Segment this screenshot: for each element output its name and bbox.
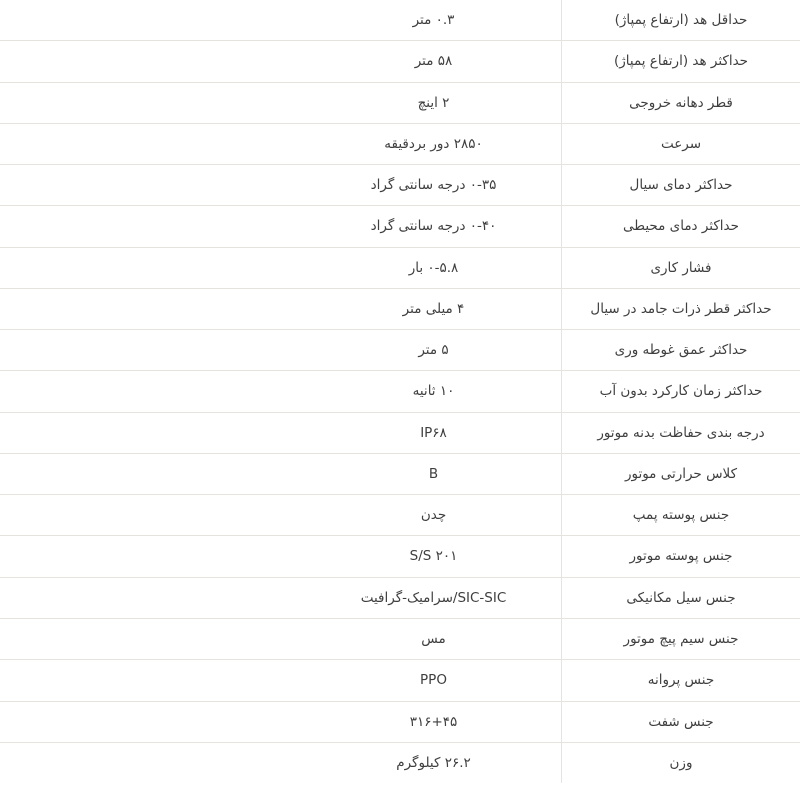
table-row (0, 701, 800, 742)
spec-label: وزن (562, 742, 800, 783)
spec-value-text: ۰-۵.۸ بار (408, 259, 459, 276)
table-row (0, 536, 800, 577)
spec-label: حداقل هد (ارتفاع پمپاژ) (562, 0, 800, 41)
table-row (0, 41, 800, 82)
spec-value (0, 618, 562, 659)
spec-value (0, 330, 562, 371)
spec-value (0, 247, 562, 288)
spec-value (0, 371, 562, 412)
spec-label: حداکثر هد (ارتفاع پمپاژ) (562, 41, 800, 82)
spec-label: قطر دهانه خروجی (562, 82, 800, 123)
table-row (0, 577, 800, 618)
spec-value (0, 453, 562, 494)
spec-value-text: SIC-SIC/سرامیک-گرافیت (360, 589, 507, 606)
spec-label: درجه بندی حفاظت بدنه موتور (562, 412, 800, 453)
spec-label: سرعت (562, 123, 800, 164)
spec-value (0, 123, 562, 164)
table-row (0, 165, 800, 206)
table-row (0, 247, 800, 288)
spec-value-text: PPO (420, 672, 447, 689)
table-row (0, 412, 800, 453)
table-row (0, 82, 800, 123)
spec-value (0, 742, 562, 783)
spec-label: حداکثر عمق غوطه وری (562, 330, 800, 371)
spec-value-text: ۰-۴۰ درجه سانتی گراد (370, 218, 497, 235)
spec-value-text: چدن (420, 507, 447, 524)
spec-label: جنس پوسته پمپ (562, 495, 800, 536)
spec-label: حداکثر زمان کارکرد بدون آب (562, 371, 800, 412)
spec-value (0, 701, 562, 742)
spec-value-text: ۰-۳۵ درجه سانتی گراد (370, 177, 497, 194)
spec-value-text: ۲۸۵۰ دور بردقیقه (384, 135, 483, 152)
spec-value (0, 206, 562, 247)
spec-value (0, 660, 562, 701)
spec-value (0, 536, 562, 577)
spec-label: جنس پروانه (562, 660, 800, 701)
spec-value-text: S/S ۲۰۱ (409, 548, 458, 565)
spec-value-text: B (428, 465, 439, 482)
spec-value-text: ۵۸ متر (414, 53, 453, 70)
spec-label: حداکثر دمای محیطی (562, 206, 800, 247)
table-row (0, 495, 800, 536)
spec-label: جنس شفت (562, 701, 800, 742)
table-row (0, 660, 800, 701)
spec-value-text: ۲۶.۲ کیلوگرم (396, 754, 471, 771)
spec-label: جنس پوسته موتور (562, 536, 800, 577)
spec-label: جنس سیم پیچ موتور (562, 618, 800, 659)
spec-value (0, 82, 562, 123)
table-row (0, 123, 800, 164)
table-row (0, 0, 800, 41)
table-row (0, 453, 800, 494)
spec-value-text: ۳۱۶+۴۵ (409, 713, 458, 730)
spec-value (0, 577, 562, 618)
spec-label: کلاس حرارتی موتور (562, 453, 800, 494)
table-row (0, 206, 800, 247)
spec-value (0, 412, 562, 453)
spec-value-text: ۲ اینچ (417, 94, 450, 111)
spec-value-text: ۱۰ ثانیه (412, 383, 455, 400)
spec-label: فشار کاری (562, 247, 800, 288)
spec-value (0, 0, 562, 41)
table-row (0, 288, 800, 329)
spec-value (0, 288, 562, 329)
table-row (0, 742, 800, 783)
spec-value (0, 495, 562, 536)
spec-value-text: ۵ متر (418, 342, 449, 359)
table-row (0, 330, 800, 371)
spec-value-text: ۰.۳ متر (412, 12, 455, 28)
spec-label: حداکثر قطر ذرات جامد در سیال (562, 288, 800, 329)
spec-label: حداکثر دمای سیال (562, 165, 800, 206)
spec-label: جنس سیل مکانیکی (562, 577, 800, 618)
spec-value-text: IP۶۸ (420, 424, 447, 441)
spec-value (0, 41, 562, 82)
spec-value-text: مس (421, 630, 446, 647)
table-row (0, 618, 800, 659)
table-row (0, 371, 800, 412)
spec-value-text: ۴ میلی متر (402, 300, 465, 317)
spec-value (0, 165, 562, 206)
